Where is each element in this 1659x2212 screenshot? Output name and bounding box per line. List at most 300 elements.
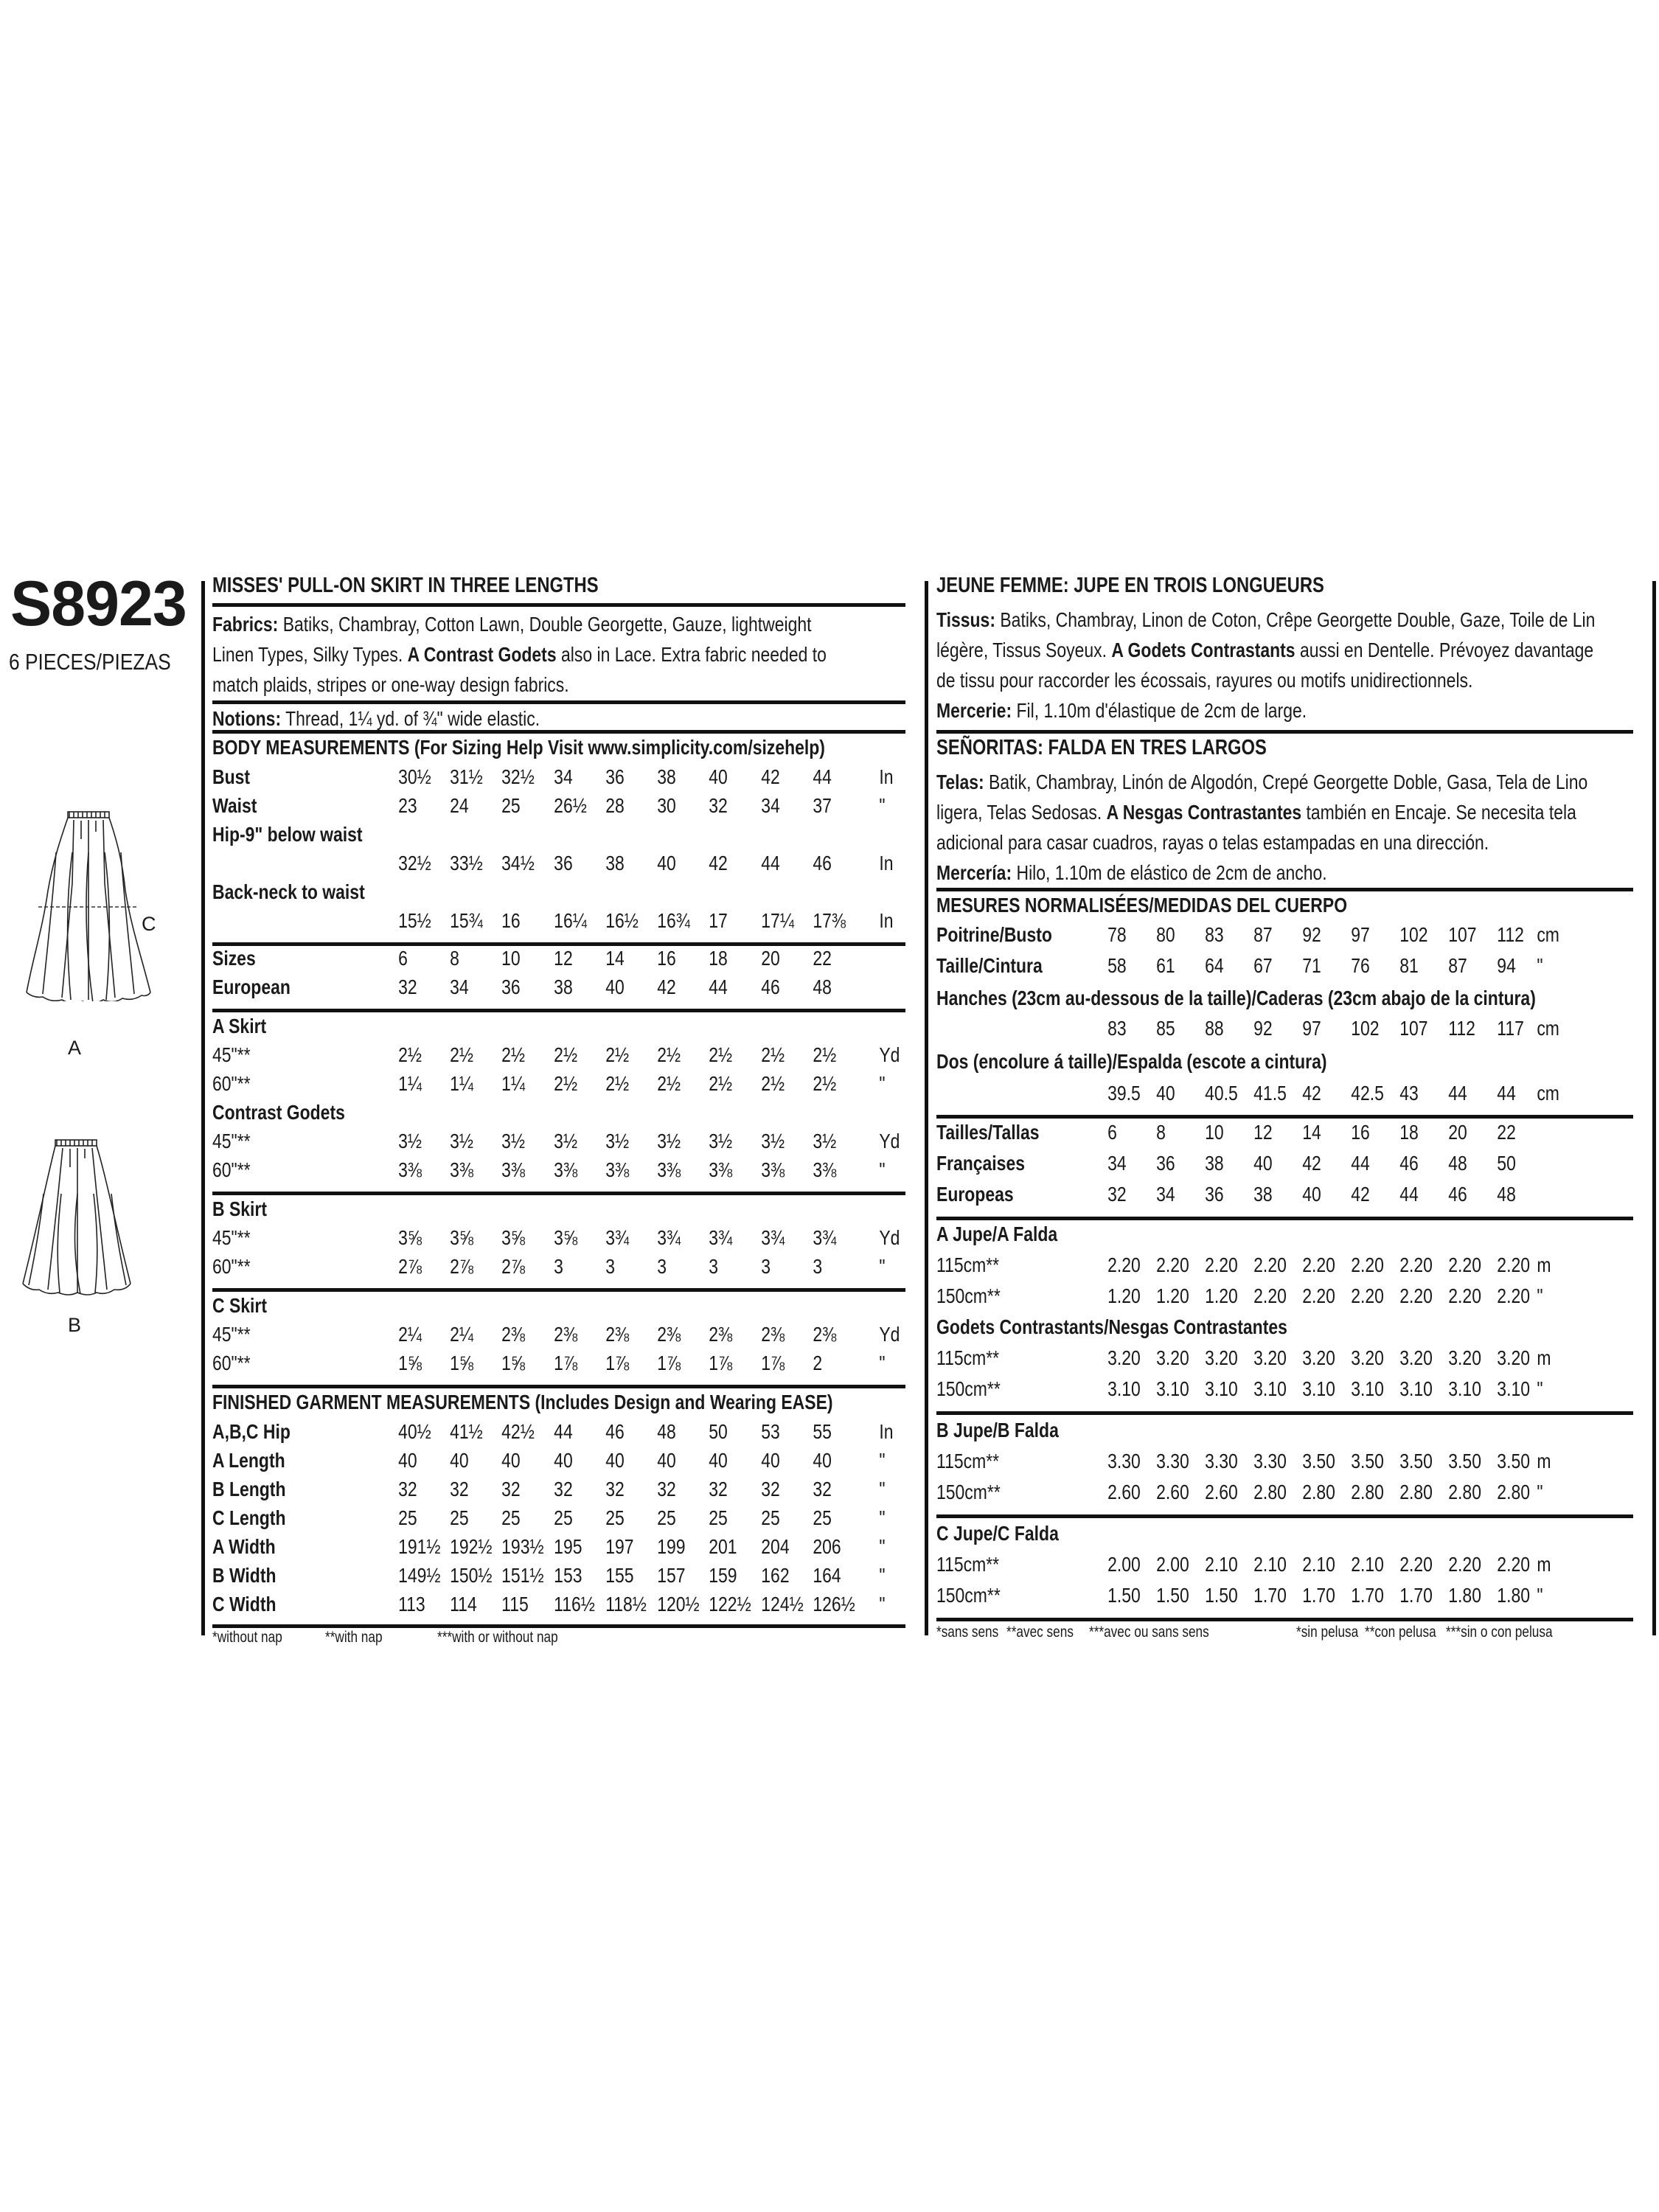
notions-text: Thread, 1¼ yd. of ¾" wide elastic. [285,707,540,730]
footnote: *sin pelusa [1296,1624,1359,1641]
value-cell: 201 [709,1535,737,1558]
row-label: A Length [212,1449,285,1472]
row-label: 45"** [212,1043,251,1066]
value-cell: 17⅜ [813,909,846,932]
value-cell: 3¾ [657,1226,681,1249]
fabrics-line [212,609,908,639]
value-cell: 3 [813,1255,823,1278]
value-cell: 3⅝ [501,1226,526,1249]
yardage-section-title: A Jupe/A Falda [936,1222,1058,1245]
value-cell: 162 [761,1564,790,1587]
value-cell: 193½ [501,1535,544,1558]
unit-cell: m [1537,1253,1551,1276]
value-cell: 3¾ [709,1226,733,1249]
value-cell: 3.50 [1448,1450,1481,1472]
fabrics-line [936,767,1638,797]
row-label: 150cm** [936,1584,1001,1607]
value-cell: 3⅜ [501,1158,526,1181]
value-cell: 42 [1302,1152,1321,1175]
value-cell: 37 [813,794,832,817]
value-cell: 44 [761,852,780,874]
section-divider [936,1115,1633,1119]
value-cell: 1⅞ [605,1352,630,1374]
fabrics-text: aussi en Dentelle. Prévoyez davantage [1299,639,1594,661]
table-row [212,1535,886,1565]
row-label: Tailles/Tallas [936,1121,1040,1144]
value-cell: 2.20 [1399,1284,1433,1307]
value-cell: 15¾ [450,909,483,932]
value-cell: 2.10 [1302,1553,1335,1576]
value-cell: 12 [554,947,573,970]
notions-label: Mercería: [936,861,1012,884]
unit-cell: " [879,1506,886,1529]
table-row [212,1255,886,1284]
value-cell: 43 [1399,1082,1419,1105]
table-row [936,954,1632,984]
value-cell: 159 [709,1564,737,1587]
value-cell: 122½ [709,1593,751,1615]
notions-line [936,695,1638,726]
value-cell: 3.10 [1448,1377,1481,1400]
value-cell: 3½ [501,1130,526,1152]
value-cell: 32 [554,1478,573,1500]
value-cell: 44 [554,1420,573,1443]
table-row [212,1420,894,1450]
value-cell: 3.30 [1205,1450,1238,1472]
english-title: MISSES' PULL-ON SKIRT IN THREE LENGTHS [212,574,599,597]
value-cell: 2.80 [1448,1481,1481,1503]
pattern-envelope-back [0,568,1659,1646]
value-cell: 25 [501,1506,521,1529]
value-cell: 36 [1156,1152,1175,1175]
value-cell: 40 [554,1449,573,1472]
value-cell: 3.20 [1351,1346,1384,1369]
fabrics-text: ligera, Telas Sedosas. [936,801,1102,824]
value-cell: 26½ [554,794,587,817]
value-cell: 2½ [761,1043,785,1066]
value-cell: 2.80 [1351,1481,1384,1503]
unit-cell: m [1537,1450,1551,1472]
value-cell: 18 [709,947,728,970]
value-cell: 3.20 [1448,1346,1481,1369]
value-cell: 30½ [398,765,431,788]
value-cell: 31½ [450,765,483,788]
value-cell: 3⅜ [761,1158,785,1181]
value-cell: 102 [1399,923,1428,946]
value-cell: 3.10 [1205,1377,1238,1400]
unit-cell: In [879,1420,894,1443]
fabrics-line: de tissu pour raccorder les écossais, rayures ou motifs unidirectionnels. [936,669,1473,692]
value-cell: 1⅞ [657,1352,681,1374]
fabrics-text: also in Lace. Extra fabric needed to [560,643,827,666]
contrast-label: A Godets Contrastants [1111,639,1295,661]
value-cell: 87 [1448,954,1467,977]
row-label: Hanches (23cm au-dessous de la taille)/Caderas (23cm abajo de la cintura) [936,987,1536,1009]
value-cell: 80 [1156,923,1175,946]
value-cell: 38 [554,975,573,998]
value-cell: 46 [813,852,832,874]
value-cell: 2½ [761,1072,785,1095]
value-cell: 3½ [761,1130,785,1152]
unit-cell: " [879,1072,886,1095]
value-cell: 44 [709,975,728,998]
row-label: 115cm** [936,1253,1000,1276]
unit-cell: Yd [879,1323,900,1346]
value-cell: 15½ [398,909,431,932]
table-row [212,1323,900,1352]
value-cell: 3½ [450,1130,474,1152]
value-cell: 2⅜ [657,1323,681,1346]
french-title: JEUNE FEMME: JUPE EN TROIS LONGUEURS [936,574,1324,597]
view-letter-c: C [142,913,156,935]
value-cell: 25 [450,1506,469,1529]
value-cell: 42½ [501,1420,535,1443]
table-row [936,1377,1632,1407]
row-label: B Width [212,1564,276,1587]
value-cell: 2.20 [1351,1284,1384,1307]
value-cell: 2.80 [1253,1481,1287,1503]
value-cell: 24 [450,794,469,817]
piece-count: 6 PIECES/PIEZAS [9,649,171,675]
value-cell: 83 [1205,923,1224,946]
column-divider-right [1652,581,1656,1635]
value-cell: 157 [657,1564,686,1587]
value-cell: 2½ [605,1043,630,1066]
footnote: **avec sens [1006,1624,1074,1641]
value-cell: 2.20 [1107,1253,1141,1276]
value-cell: 25 [605,1506,625,1529]
footnote: **with nap [324,1629,383,1646]
value-cell: 3¾ [761,1226,785,1249]
unit-cell: " [879,1158,886,1181]
value-cell: 2.20 [1448,1253,1481,1276]
value-cell: 2.10 [1253,1553,1287,1576]
value-cell: 3.50 [1497,1450,1530,1472]
value-cell: 46 [605,1420,625,1443]
footnote: ***avec ou sans sens [1089,1624,1210,1641]
value-cell: 25 [657,1506,676,1529]
fabrics-text: légère, Tissus Soyeux. [936,639,1107,661]
value-cell: 40 [605,1449,625,1472]
value-cell: 46 [1448,1183,1467,1206]
value-cell: 1.70 [1399,1584,1433,1607]
value-cell: 32½ [398,852,431,874]
unit-cell: " [879,1255,886,1278]
value-cell: 36 [501,975,521,998]
value-cell: 3⅝ [450,1226,474,1249]
unit-cell: Yd [879,1043,900,1066]
value-cell: 67 [1253,954,1273,977]
spanish-title: SEÑORITAS: FALDA EN TRES LARGOS [936,736,1267,759]
value-cell: 18 [1399,1121,1419,1144]
unit-cell: Yd [879,1226,900,1249]
value-cell: 1⅝ [501,1352,526,1374]
value-cell: 2.80 [1497,1481,1530,1503]
value-cell: 2½ [657,1043,681,1066]
fabrics-text: Batiks, Chambray, Cotton Lawn, Double Georgette, Gauze, lightweight [282,613,812,636]
section-divider [212,942,905,946]
value-cell: 1⅝ [398,1352,422,1374]
value-cell: 32½ [501,765,535,788]
value-cell: 3⅜ [450,1158,474,1181]
value-cell: 2½ [813,1043,837,1066]
value-cell: 34 [1156,1183,1175,1206]
value-cell: 25 [554,1506,573,1529]
value-cell: 36 [1205,1183,1224,1206]
value-cell: 6 [1107,1121,1117,1144]
value-cell: 25 [709,1506,728,1529]
section-divider [212,1385,905,1388]
table-row [212,947,877,976]
value-cell: 40 [605,975,625,998]
table-row [212,852,894,881]
value-cell: 10 [501,947,521,970]
value-cell: 28 [605,794,625,817]
value-cell: 44 [1399,1183,1419,1206]
value-cell: 2.20 [1302,1284,1335,1307]
section-divider [936,888,1633,891]
value-cell: 97 [1302,1017,1321,1040]
value-cell: 2⅜ [605,1323,630,1346]
value-cell: 32 [501,1478,521,1500]
value-cell: 2⅞ [501,1255,526,1278]
value-cell: 2½ [657,1072,681,1095]
value-cell: 3.30 [1156,1450,1189,1472]
skirt-b-illustration-icon [18,1138,136,1300]
value-cell: 55 [813,1420,832,1443]
value-cell: 92 [1302,923,1321,946]
value-cell: 44 [1351,1152,1370,1175]
value-cell: 48 [1448,1152,1467,1175]
value-cell: 114 [450,1593,477,1615]
value-cell: 1.20 [1205,1284,1238,1307]
fabrics-label: Tissus: [936,608,995,631]
value-cell: 20 [1448,1121,1467,1144]
value-cell: 17¼ [761,909,794,932]
section-divider [212,1009,905,1012]
contrast-godets-label: A Contrast Godets [407,643,557,666]
fabrics-paragraph [212,609,908,700]
unit-cell: " [1537,1481,1543,1503]
value-cell: 3.10 [1399,1377,1433,1400]
value-cell: 3.10 [1107,1377,1141,1400]
yardage-section-title: B Skirt [212,1197,268,1220]
unit-cell: In [879,765,894,788]
view-letter-a: A [68,1037,82,1059]
value-cell: 2⅜ [761,1323,785,1346]
value-cell: 1¼ [501,1072,526,1095]
value-cell: 117 [1497,1017,1524,1040]
value-cell: 87 [1253,923,1273,946]
value-cell: 102 [1351,1017,1380,1040]
table-row [936,1121,1632,1150]
value-cell: 3.30 [1253,1450,1287,1472]
value-cell: 40 [1302,1183,1321,1206]
value-cell: 20 [761,947,780,970]
value-cell: 8 [450,947,459,970]
value-cell: 3⅜ [554,1158,578,1181]
value-cell: 53 [761,1420,780,1443]
value-cell: 2¼ [450,1323,474,1346]
value-cell: 40 [657,1449,676,1472]
value-cell: 3.20 [1302,1346,1335,1369]
value-cell: 40 [657,852,676,874]
value-cell: 34 [761,794,780,817]
table-row [212,1352,886,1381]
value-cell: 3½ [813,1130,837,1152]
table-row [212,794,886,824]
table-row [212,1478,886,1507]
value-cell: 33½ [450,852,483,874]
column-divider-left [201,581,205,1635]
value-cell: 2⅜ [554,1323,578,1346]
yardage-section-title: C Skirt [212,1294,268,1317]
contrast-label: A Nesgas Contrastantes [1106,801,1302,824]
value-cell: 1.70 [1253,1584,1287,1607]
value-cell: 3 [761,1255,771,1278]
notions-line [936,858,1638,888]
yardage-section-title: A Skirt [212,1015,267,1037]
value-cell: 2.00 [1156,1553,1189,1576]
value-cell: 107 [1448,923,1477,946]
row-label: 60"** [212,1352,251,1374]
section-divider [936,1217,1633,1220]
table-row [936,1450,1632,1479]
value-cell: 3.30 [1107,1450,1141,1472]
notions-label: Mercerie: [936,699,1012,722]
value-cell: 10 [1205,1121,1224,1144]
value-cell: 41½ [450,1420,483,1443]
value-cell: 2.20 [1497,1553,1530,1576]
value-cell: 2⅞ [398,1255,422,1278]
value-cell: 42 [657,975,676,998]
table-row [936,1253,1632,1283]
value-cell: 153 [554,1564,582,1587]
value-cell: 16 [1351,1121,1370,1144]
value-cell: 3.50 [1351,1450,1384,1472]
body-measurements-heading: BODY MEASUREMENTS [212,736,410,759]
value-cell: 16 [657,947,676,970]
row-label: 45"** [212,1226,251,1249]
fabrics-line [936,605,1638,635]
table-row [936,1183,1632,1212]
value-cell: 204 [761,1535,790,1558]
unit-cell: " [879,1478,886,1500]
value-cell: 76 [1351,954,1370,977]
row-label: 150cm** [936,1377,1001,1400]
value-cell: 2⅞ [450,1255,474,1278]
unit-cell: m [1537,1346,1551,1369]
body-measurements-title [212,736,825,759]
value-cell: 1.70 [1351,1584,1384,1607]
value-cell: 14 [605,947,625,970]
value-cell: 34½ [501,852,535,874]
value-cell: 32 [813,1478,832,1500]
value-cell: 22 [813,947,832,970]
value-cell: 2.60 [1156,1481,1189,1503]
value-cell: 38 [605,852,625,874]
value-cell: 14 [1302,1121,1321,1144]
value-cell: 115 [501,1593,529,1615]
value-cell: 61 [1156,954,1175,977]
table-row [936,1553,1632,1582]
value-cell: 1⅞ [709,1352,733,1374]
table-row [212,1593,886,1622]
row-label: European [212,975,291,998]
table-row [936,1584,1632,1613]
value-cell: 164 [813,1564,841,1587]
value-cell: 3.20 [1399,1346,1433,1369]
value-cell: 113 [398,1593,425,1615]
section-divider [212,1192,905,1195]
fabrics-label: Telas: [936,771,984,793]
value-cell: 2½ [554,1043,578,1066]
value-cell: 42 [1302,1082,1321,1105]
value-cell: 3.50 [1302,1450,1335,1472]
row-label: Bust [212,765,251,788]
value-cell: 2.20 [1448,1553,1481,1576]
value-cell: 2.20 [1351,1253,1384,1276]
unit-cell: In [879,852,894,874]
value-cell: 38 [1205,1152,1224,1175]
value-cell: 3½ [605,1130,630,1152]
value-cell: 40.5 [1205,1082,1238,1105]
value-cell: 42 [709,852,728,874]
ease-note: (Includes Design and Wearing EASE) [535,1391,833,1413]
value-cell: 3.20 [1156,1346,1189,1369]
value-cell: 2½ [709,1072,733,1095]
value-cell: 34 [554,765,573,788]
value-cell: 3 [605,1255,615,1278]
value-cell: 1.50 [1107,1584,1141,1607]
row-label: Taille/Cintura [936,954,1043,977]
value-cell: 40 [398,1449,417,1472]
value-cell: 16 [501,909,521,932]
value-cell: 88 [1205,1017,1224,1040]
yardage-section-title: C Jupe/C Falda [936,1522,1059,1545]
value-cell: 50 [1497,1152,1516,1175]
value-cell: 2.00 [1107,1553,1141,1576]
value-cell: 25 [501,794,521,817]
value-cell: 3.20 [1107,1346,1141,1369]
value-cell: 40 [761,1449,780,1472]
value-cell: 32 [709,794,728,817]
value-cell: 3⅝ [398,1226,422,1249]
value-cell: 107 [1399,1017,1428,1040]
value-cell: 3½ [657,1130,681,1152]
table-row [212,1158,886,1188]
row-label: 60"** [212,1072,251,1095]
value-cell: 78 [1107,923,1127,946]
value-cell: 32 [398,975,417,998]
value-cell: 16¾ [657,909,690,932]
value-cell: 2.20 [1497,1284,1530,1307]
value-cell: 44 [813,765,832,788]
metric-body-title: MESURES NORMALISÉES/MEDIDAS DEL CUERPO [936,894,1348,917]
table-row [936,1284,1632,1314]
section-divider [936,1618,1633,1621]
table-row [212,975,877,1005]
column-divider-middle [925,581,928,1635]
table-row [212,765,894,795]
value-cell: 32 [605,1478,625,1500]
value-cell: 40 [501,1449,521,1472]
value-cell: 2¼ [398,1323,422,1346]
value-cell: 42.5 [1351,1082,1384,1105]
value-cell: 2.20 [1399,1253,1433,1276]
value-cell: 2.80 [1399,1481,1433,1503]
value-cell: 50 [709,1420,728,1443]
